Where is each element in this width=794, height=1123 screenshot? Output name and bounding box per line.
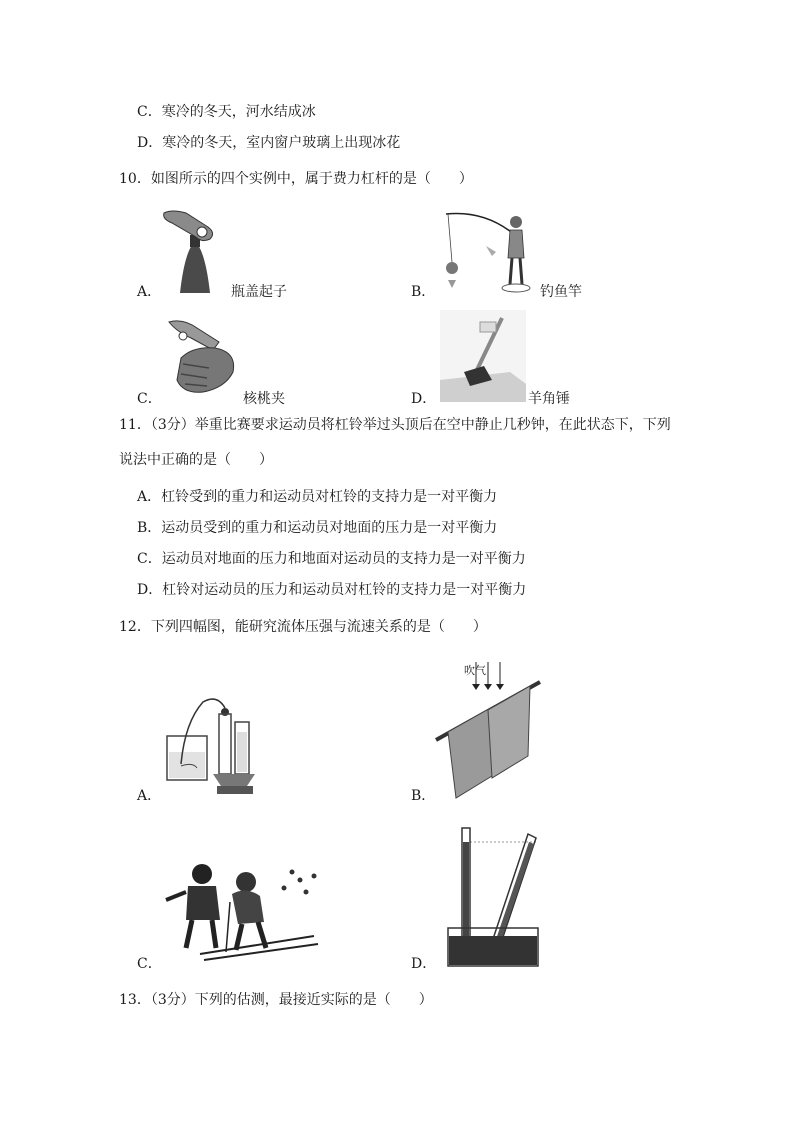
q9-option-c: C．寒冷的冬天，河水结成冰 <box>137 104 316 120</box>
q10-stem: 10．如图所示的四个实例中，属于费力杠杆的是（ ） <box>119 171 473 187</box>
barometer-tubes-icon <box>444 824 544 970</box>
q12-option-b-figure-label: 吹气 <box>464 664 486 677</box>
q11-option-b: B．运动员受到的重力和运动员对地面的压力是一对平衡力 <box>137 520 498 536</box>
q12-stem: 12．下列四幅图，能研究流体压强与流速关系的是（ ） <box>119 619 487 635</box>
bottle-opener-icon <box>162 207 228 293</box>
q9-option-d: D．寒冷的冬天，室内窗户玻璃上出现冰花 <box>137 135 401 151</box>
q11-stem-line1: 11．（3分）举重比赛要求运动员将杠铃举过头顶后在空中静止几秒钟，在此状态下，下列 <box>119 417 671 433</box>
nutcracker-icon <box>163 318 243 400</box>
q11-option-a: A．杠铃受到的重力和运动员对杠铃的支持力是一对平衡力 <box>137 489 498 505</box>
claw-hammer-icon <box>440 310 526 402</box>
q10-option-c-caption: 核桃夹 <box>243 391 285 407</box>
q10-option-b-letter: B． <box>411 284 436 300</box>
q10-option-a-caption: 瓶盖起子 <box>231 284 287 300</box>
q11-option-d: D．杠铃对运动员的压力和运动员对杠铃的支持力是一对平衡力 <box>137 582 527 598</box>
q11-option-c: C．运动员对地面的压力和地面对运动员的支持力是一对平衡力 <box>137 551 526 567</box>
q11-stem-line2: 说法中正确的是（ ） <box>119 452 273 468</box>
q12-option-b-letter: B． <box>411 788 436 804</box>
fishing-rod-icon <box>436 206 536 296</box>
blowing-between-papers-icon <box>434 658 544 802</box>
q10-option-d-caption: 羊角锤 <box>528 391 570 407</box>
q10-option-b-caption: 钓鱼竿 <box>540 284 582 300</box>
q10-option-d-letter: D． <box>411 391 437 407</box>
q10-option-a-letter: A． <box>137 284 162 300</box>
q12-option-c-letter: C． <box>137 956 162 972</box>
siphon-apparatus-icon <box>163 692 267 798</box>
q13-stem: 13．（3分）下列的估测，最接近实际的是（ ） <box>119 992 433 1008</box>
q12-option-d-letter: D． <box>411 956 437 972</box>
q12-option-a-letter: A． <box>137 788 162 804</box>
skiers-icon <box>160 862 320 962</box>
q10-option-c-letter: C． <box>137 391 162 407</box>
